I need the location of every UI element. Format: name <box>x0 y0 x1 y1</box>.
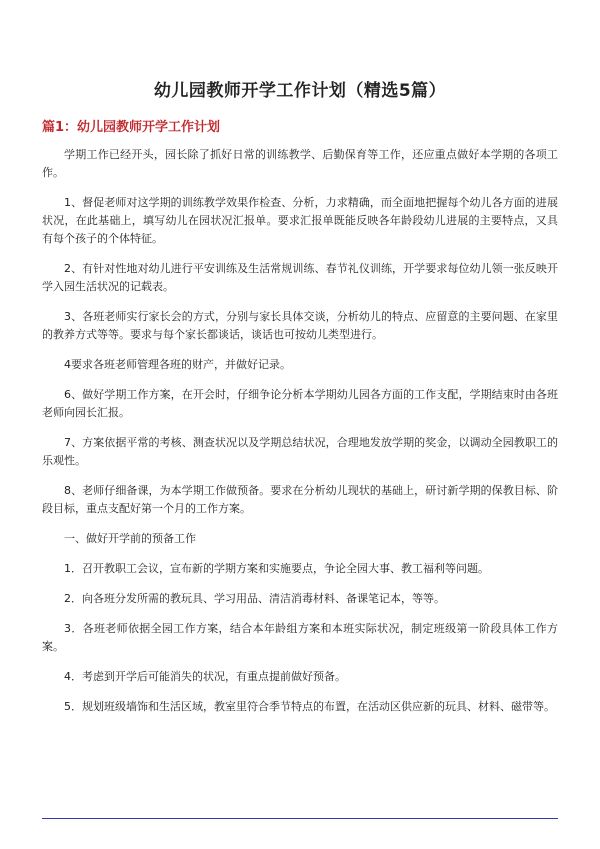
paragraph-prep-2: 2．向各班分发所需的教玩具、学习用品、清洁消毒材料、备课笔记本，等等。 <box>64 592 445 605</box>
paragraph-item-3: 3、各班老师实行家长会的方式，分别与家长具体交谈，分析幼儿的特点、应留意的主要问题、在家里的教养方式等等。要求与每个家长都谈话，谈话也可按幼儿类型进行。 <box>42 310 558 341</box>
document-title: 幼儿园教师开学工作计划（精选5篇） <box>153 81 447 101</box>
paragraph-item-8: 8、老师仔细备课，为本学期工作做预备。要求在分析幼儿现状的基础上，研讨新学期的保教目标、阶段目标，重点支配好第一个月的工作方案。 <box>42 484 558 515</box>
paragraph-prep-5: 5．规划班级墙饰和生活区域，教室里符合季节特点的布置，在活动区供应新的玩具、材料、磁带等。 <box>64 700 555 713</box>
section-heading: 篇1：幼儿园教师开学工作计划 <box>42 120 221 135</box>
footer-divider <box>42 818 558 819</box>
paragraph-item-2: 2、有针对性地对幼儿进行平安训练及生活常规训练、春节礼仪训练，开学要求每位幼儿领一张反映开学入园生活状况的记载表。 <box>42 262 558 293</box>
paragraph-prep-1: 1．召开教职工会议，宣布新的学期方案和实施要点，争论全园大事、教工福利等问题。 <box>64 562 489 575</box>
paragraph-intro: 学期工作已经开头，园长除了抓好日常的训练教学、后勤保育等工作，还应重点做好本学期的各项工作。 <box>42 148 558 179</box>
paragraph-prep-4: 4．考虑到开学后可能消失的状况，有重点提前做好预备。 <box>64 670 346 683</box>
paragraph-item-7: 7、方案依据平常的考核、测查状况以及学期总结状况，合理地发放学期的奖金，以调动全园教职工的乐观性。 <box>42 436 558 467</box>
subsection-heading: 一、做好开学前的预备工作 <box>64 532 196 545</box>
paragraph-item-6: 6、做好学期工作方案，在开会时，仔细争论分析本学期幼儿园各方面的工作支配，学期结束时由各班老师向园长汇报。 <box>42 388 558 419</box>
paragraph-prep-3: 3．各班老师依据全园工作方案，结合本年龄组方案和本班实际状况，制定班级第一阶段具体工作方案。 <box>42 622 558 653</box>
paragraph-item-4: 4要求各班老师管理各班的财产，并做好记录。 <box>64 358 291 371</box>
document-body <box>42 146 558 728</box>
paragraph-item-1: 1、督促老师对这学期的训练教学效果作检查、分析，力求精确，而全面地把握每个幼儿各方面的进展状况，在此基础上，填写幼儿在园状况汇报单。要求汇报单既能反映各年龄段幼儿进展的主要特点，又具有每个孩子的个体特征。 <box>42 196 558 245</box>
